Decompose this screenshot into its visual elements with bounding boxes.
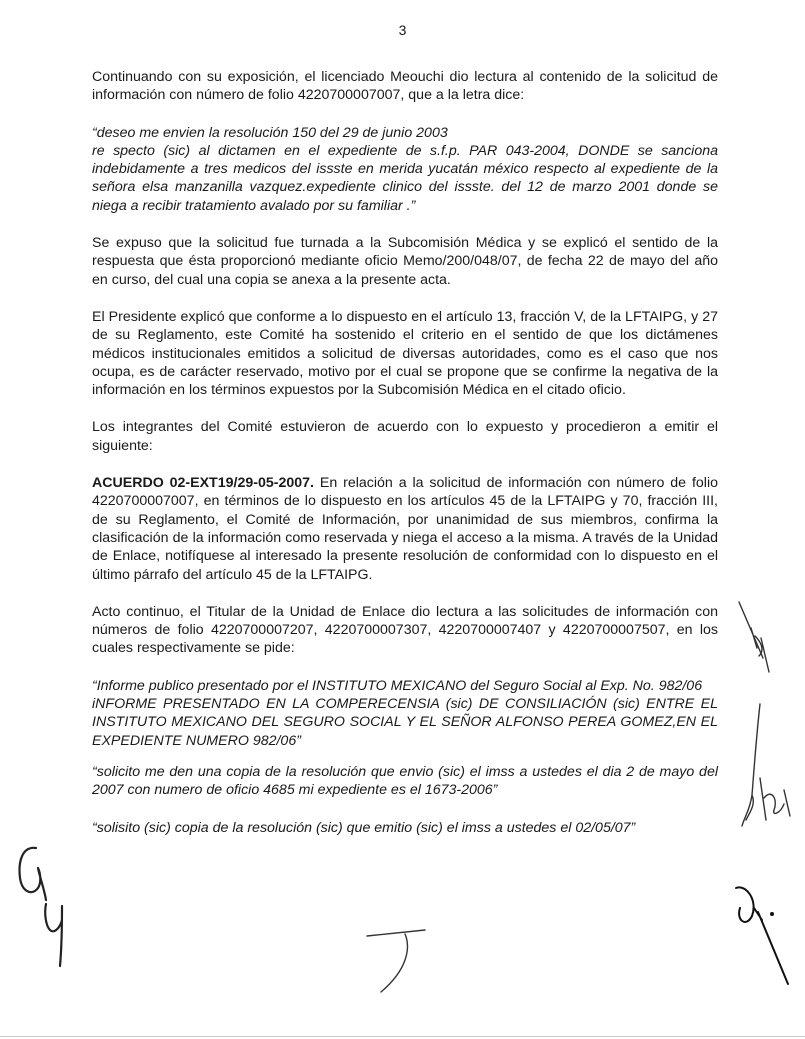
signature-scribble-2	[754, 770, 798, 830]
signature-paraph	[365, 918, 455, 998]
acuerdo-label: ACUERDO 02-EXT19/29-05-2007.	[92, 475, 314, 492]
page-bottom-edge	[0, 1036, 805, 1037]
page-number: 3	[398, 22, 407, 38]
signature-scribble-1	[735, 598, 795, 678]
paragraph-intro: Continuando con su exposición, el licenciado Meouchi dio lectura al contenido de la solicitud de información con número de folio 4220700007007, que a la letra dice:	[92, 69, 718, 104]
quote-request-4: “solisito (sic) copia de la resolución (sic) que emitio (sic) el imss a ustedes el 02/05/07”	[92, 819, 636, 836]
paragraph-referral: Se expuso que la solicitud fue turnada a la Subcomisión Médica y se explicó el sentido de la respuesta que ésta proporcionó mediante oficio Memo/200/048/07, de fecha 22 de mayo del año en curso, del cual una copia se anexa a la presente acta.	[92, 235, 718, 288]
quote-1-body: re specto (sic) al dictamen en el expediente de s.f.p. PAR 043-2004, DONDE se sanciona indebidamente a tres medicos del issste en merida yucatán méxico respecto al expediente de la señora elsa manzanilla vazquez.expediente clinico del issste. del 12 de marzo 2001 donde se niega a recibir tratamiento avalado por su familiar .”	[92, 142, 718, 214]
quote-request-3: “solicito me den una copia de la resolución que envio (sic) el imss a ustedes el dia 2 de mayo del 2007 con numero de oficio 4685 mi expediente es el 1673-2006”	[92, 763, 718, 799]
paragraph-requests: Acto continuo, el Titular de la Unidad de Enlace dio lectura a las solicitudes de información con números de folio 4220700007207, 4220700007307, 4220700007407 y 4220700007507, en los cuales respectivamente se pide:	[92, 603, 718, 657]
paragraph-president: El Presidente explicó que conforme a lo dispuesto en el artículo 13, fracción V, de la LFTAIPG, y 27 de su Reglamento, este Comité ha sostenido el criterio en el sentido de que los dictámenes médicos institucionales emitidos a solicitud de diversas autoridades, como es el caso que nos ocupa, es de carácter reservado, motivo por el cual se propone que se confirme la negativa de la información en los términos expuestos por la Subcomisión Médica en el citado oficio.	[92, 308, 718, 399]
handwritten-initial-y	[40, 900, 70, 970]
acuerdo-text: En relación a la solicitud de información con número de folio 4220700007007, en términos de lo dispuesto en los artículos 45 de la LFTAIPG y 70, fracción III, de su Reglamento, el Comité de Información, por unanimidad de sus miembros, confirma la clasificación de la información como reservada y niega el acceso a la misma. A través de la Unidad de Enlace, notifíquese al interesado la presente resolución de conformidad con lo dispuesto en el último párrafo del artículo 45 de la LFTAIPG.	[92, 475, 718, 583]
quote-2-line-2: iNFORME PRESENTADO EN LA COMPERECENSIA (sic) DE CONSILIACIÓN (sic) ENTRE EL INSTITUTO MEXICANO DEL SEGURO SOCIAL Y EL SEÑOR ALFONSO PEREA GOMEZ,EN EL EXPEDIENTE NUMERO 982/06”	[92, 696, 718, 749]
quote-request-1	[92, 124, 718, 215]
quote-request-2	[92, 677, 718, 750]
quote-2-line-1: “Informe publico presentado por el INSTITUTO MEXICANO del Seguro Social al Exp. No. 982/06	[92, 677, 703, 694]
signature-stroke-vertical	[738, 700, 768, 830]
signature-scribble-3	[728, 880, 798, 990]
paragraph-acuerdo	[92, 474, 718, 584]
handwritten-initial-g	[14, 842, 50, 904]
quote-1-line-1: “deseo me envien la resolución 150 del 29 de junio 2003	[92, 124, 448, 141]
paragraph-agreement-intro: Los integrantes del Comité estuvieron de acuerdo con lo expuesto y procedieron a emitir el siguiente:	[92, 419, 718, 454]
document-body	[92, 68, 718, 856]
